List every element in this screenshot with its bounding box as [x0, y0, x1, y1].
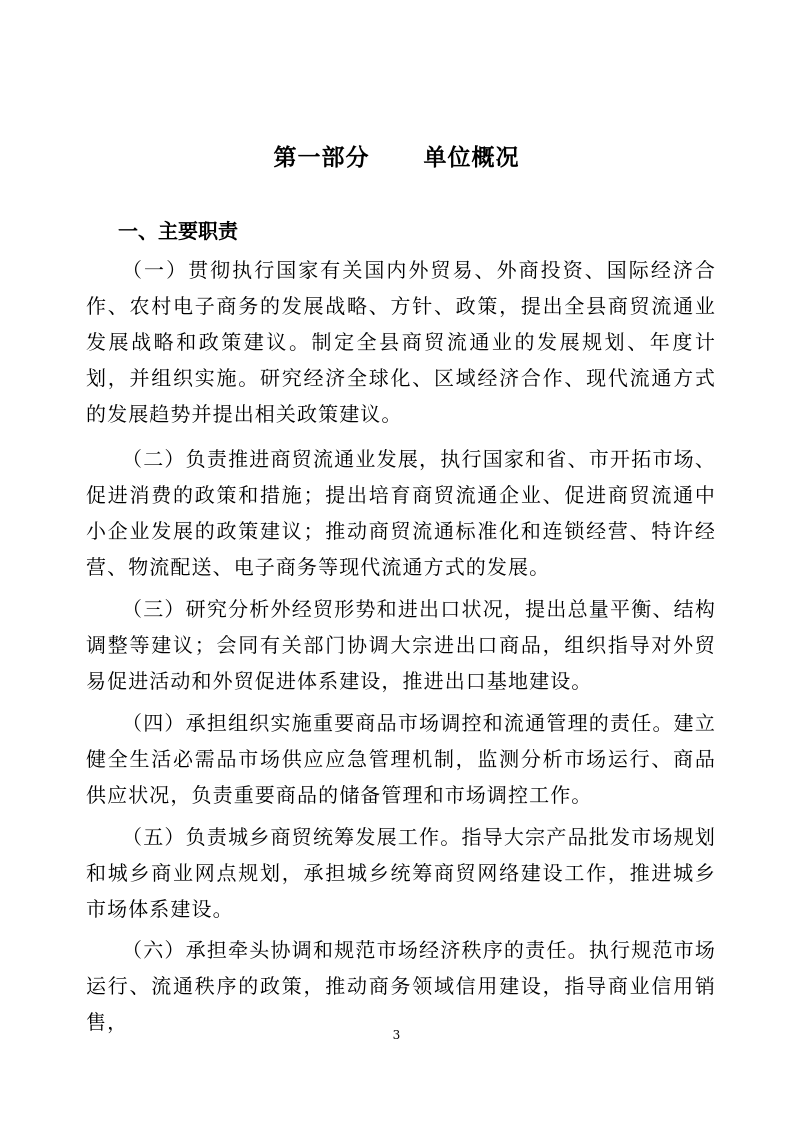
paragraph-4: （四）承担组织实施重要商品市场调控和流通管理的责任。建立健全生活必需品市场供应应急管理机制，监测分析市场运行、商品供应状况，负责重要商品的储备管理和市场调控工作。 — [86, 711, 716, 807]
paragraph-6: （六）承担牵头协调和规范市场经济秩序的责任。执行规范市场运行、流通秩序的政策，推动商务领域信用建设，指导商业信用销售， — [86, 938, 716, 1034]
paragraph-3: （三）研究分析外经贸形势和进出口状况，提出总量平衡、结构调整等建议；会同有关部门协调大宗进出口商品，组织指导对外贸易促进活动和外贸促进体系建设，推进出口基地建设。 — [86, 597, 716, 693]
page-title: 第一部分 单位概况 — [273, 145, 520, 171]
paragraph-5: （五）负责城乡商贸统筹发展工作。指导大宗产品批发市场规划和城乡商业网点规划，承担城乡统筹商贸网络建设工作，推进城乡市场体系建设。 — [86, 825, 716, 921]
page-number: 3 — [392, 1028, 401, 1042]
paragraph-2: （二）负责推进商贸流通业发展，执行国家和省、市开拓市场、促进消费的政策和措施；提出培育商贸流通企业、促进商贸流通中小企业发展的政策建议；推动商贸流通标准化和连锁经营、特许经营、物流配送、电子商务等现代流通方式的发展。 — [86, 447, 716, 579]
section-heading: 一、主要职责 — [118, 219, 238, 243]
paragraph-1: （一）贯彻执行国家有关国内外贸易、外商投资、国际经济合作、农村电子商务的发展战略、方针、政策，提出全县商贸流通业发展战略和政策建议。制定全县商贸流通业的发展规划、年度计划，并组织实施。研究经济全球化、区域经济合作、现代流通方式的发展趋势并提出相关政策建议。 — [86, 258, 716, 426]
